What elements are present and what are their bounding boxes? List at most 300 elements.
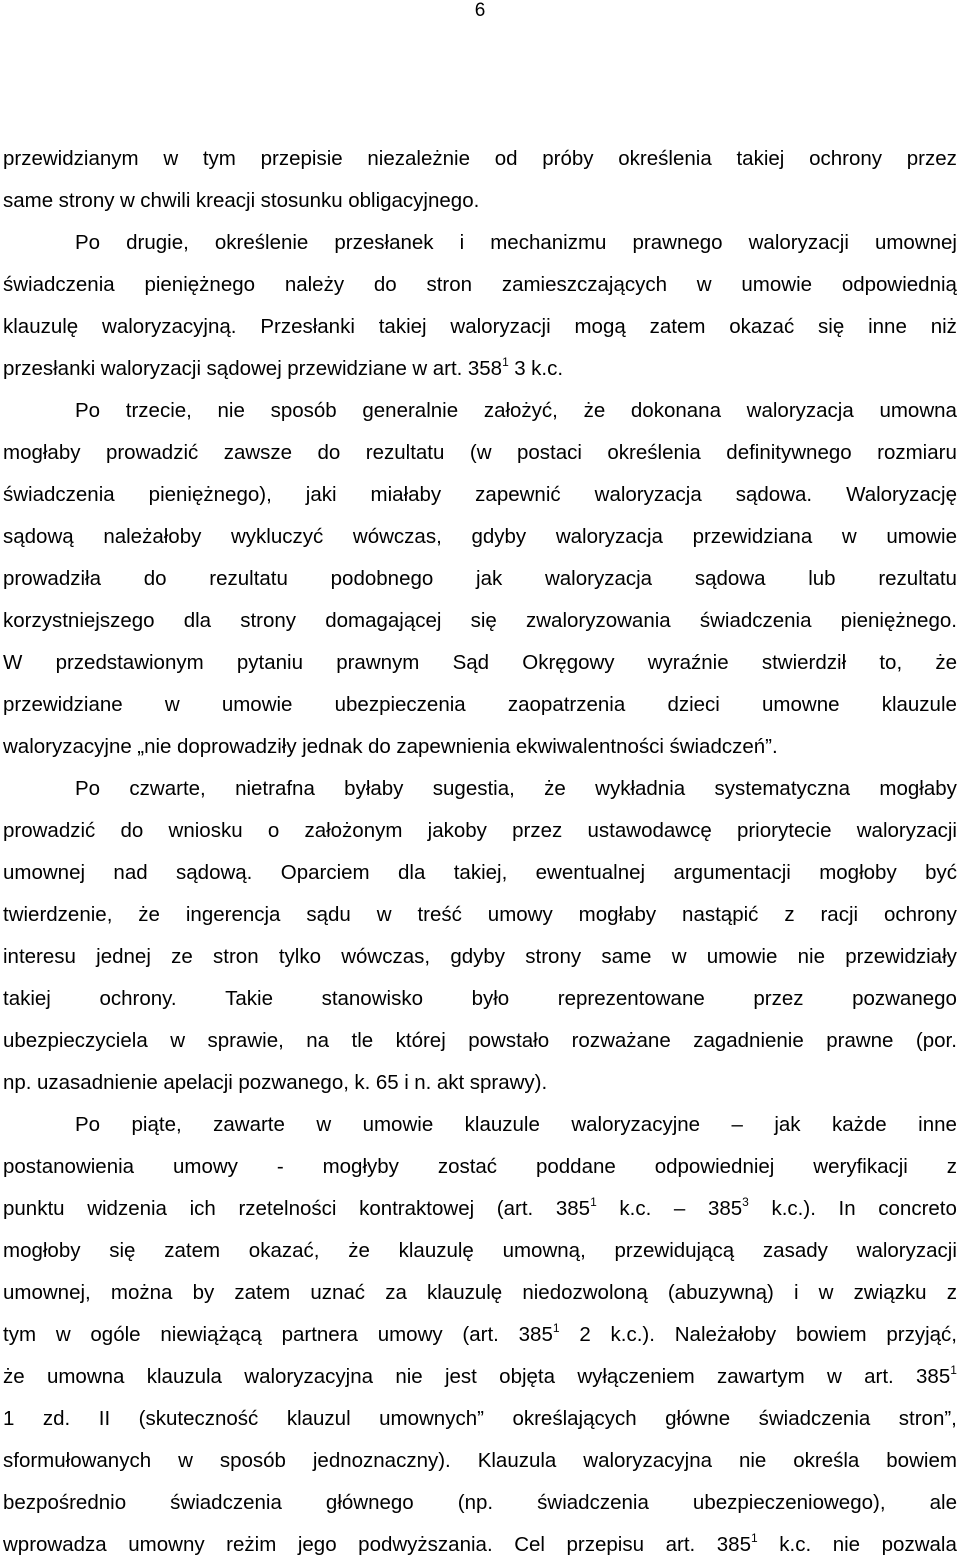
word: Przesłanki (260, 315, 355, 338)
word: główne (665, 1407, 731, 1430)
word: być (925, 861, 957, 884)
word: Sąd (452, 651, 490, 674)
word: przewidzianym (3, 147, 139, 170)
word: waloryzacyjne (3, 735, 132, 758)
word: widzenia (87, 1197, 167, 1220)
text-line (3, 1188, 957, 1230)
word: że (3, 1365, 25, 1388)
word: uzasadnienie (37, 1071, 158, 1094)
text-line (3, 264, 957, 306)
word: do (317, 441, 341, 464)
text-line (3, 348, 957, 390)
word: pozwanego (852, 987, 957, 1010)
word: zwaloryzowania (525, 609, 671, 632)
word: concreto (878, 1197, 957, 1220)
word: byłaby (344, 777, 404, 800)
word: niedozwoloną (522, 1281, 648, 1304)
word: przesłanki (3, 357, 96, 380)
word: art. (432, 357, 463, 380)
word: rezultatu (209, 567, 288, 590)
word: klauzulę (426, 1281, 503, 1304)
superscript: 1 (751, 1531, 758, 1545)
word: (por. (915, 1029, 957, 1052)
word: świadczenia (3, 273, 115, 296)
word: zapewnić (475, 483, 561, 506)
word: czwarte, (129, 777, 206, 800)
word: umowna (46, 1365, 125, 1388)
word: waloryzacji (748, 231, 849, 254)
word: $358^1$ (467, 355, 509, 380)
word: przewidziane (287, 357, 407, 380)
word: o (267, 819, 280, 842)
word: zawarte (213, 1113, 285, 1136)
word: generalnie (362, 399, 459, 422)
text-line (3, 1524, 957, 1566)
word: do (368, 735, 391, 758)
word: waloryzacja (746, 399, 854, 422)
word: i (793, 1281, 799, 1304)
word: Należałoby (674, 1323, 777, 1346)
word: prowadziła (3, 567, 101, 590)
word: pieniężnego), (148, 483, 272, 506)
word: rozważane (571, 1029, 671, 1052)
word: ekwiwalentności (515, 735, 664, 758)
word: klauzule (464, 1113, 540, 1136)
word: do (373, 273, 397, 296)
word: uznać (310, 1281, 366, 1304)
word: zatem (234, 1281, 291, 1304)
word: nie (832, 1533, 861, 1556)
word: waloryzacja (555, 525, 663, 548)
word: prowadzić (3, 819, 96, 842)
word: mogłyby (322, 1155, 399, 1178)
text-line (3, 978, 957, 1020)
word: że (138, 903, 160, 926)
word: przedstawionym (55, 651, 204, 674)
word: poddane (535, 1155, 616, 1178)
word: z (784, 903, 795, 926)
word: sformułowanych (3, 1449, 152, 1472)
word: postanowienia (3, 1155, 135, 1178)
word: chwili (140, 189, 191, 212)
word: zawartym (716, 1365, 805, 1388)
superscript: 1 (590, 1195, 597, 1209)
word: postaci (516, 441, 582, 464)
superscript: 1 (950, 1363, 957, 1377)
word: Oparciem (280, 861, 370, 884)
word: założonym (304, 819, 403, 842)
word: k.c. (779, 1533, 812, 1556)
text-line (3, 138, 957, 180)
word: takiej, (453, 861, 508, 884)
word: było (471, 987, 510, 1010)
word: Po (75, 399, 101, 422)
word: umowie (706, 945, 778, 968)
word: przewidziane (3, 693, 123, 716)
word: zawsze (223, 441, 293, 464)
word: Po (75, 231, 101, 254)
word: że (544, 777, 566, 800)
word: świadczenia (699, 609, 812, 632)
word: 1 (3, 1407, 15, 1430)
word: jak (774, 1113, 801, 1136)
word: zagadnienie (693, 1029, 804, 1052)
word: drugie, (126, 231, 189, 254)
word: należałoby (103, 525, 202, 548)
word: waloryzacji (450, 315, 551, 338)
word: k.c. (619, 1197, 652, 1220)
word: za (385, 1281, 407, 1304)
word: okazać, (248, 1239, 320, 1262)
word: nie (395, 1365, 423, 1388)
word: jak (476, 567, 503, 590)
word: ubezpieczenia (334, 693, 466, 716)
word: In (838, 1197, 856, 1220)
word: tym (3, 1323, 37, 1346)
word: w (827, 1365, 842, 1388)
word: (np. (457, 1491, 494, 1514)
word: umowie (221, 693, 293, 716)
word: strony (58, 189, 115, 212)
word: waloryzacyjna (244, 1365, 374, 1388)
word: $385^1$ (555, 1195, 597, 1220)
word: systematyczna (714, 777, 851, 800)
word: mechanizmu (490, 231, 607, 254)
word: przepisie (260, 147, 343, 170)
word: dokonana (630, 399, 721, 422)
word: określenie (214, 231, 309, 254)
word: świadczenia (170, 1491, 282, 1514)
word: nie (217, 399, 245, 422)
word: pozwala (881, 1533, 957, 1556)
word: zd. (42, 1407, 71, 1430)
word: pytaniu (236, 651, 303, 674)
word: umowna (879, 399, 957, 422)
text-line (3, 600, 957, 642)
word: wykładnia (595, 777, 686, 800)
word: umownej, (3, 1281, 91, 1304)
text-line (3, 306, 957, 348)
word: tle (351, 1029, 374, 1052)
word: k.c.). (610, 1323, 655, 1346)
word: k.c. (531, 357, 564, 380)
text-line (3, 432, 957, 474)
word: na (306, 1029, 330, 1052)
word: w (376, 903, 392, 926)
word: zapewnienia (396, 735, 511, 758)
word: zasady (762, 1239, 828, 1262)
text-line (3, 558, 957, 600)
word: bowiem (886, 1449, 957, 1472)
word: klauzul (286, 1407, 351, 1430)
word: ogóle (90, 1323, 141, 1346)
word: której (395, 1029, 446, 1052)
word: wprowadza (3, 1533, 107, 1556)
word: Takie (225, 987, 273, 1010)
word: do (120, 819, 144, 842)
word: same (601, 945, 652, 968)
word: klauzulę (398, 1239, 474, 1262)
word: się (109, 1239, 136, 1262)
word: rezultatu (878, 567, 957, 590)
word: stron (426, 273, 473, 296)
superscript: 1 (502, 355, 509, 369)
word: każde (832, 1113, 887, 1136)
text-line (3, 852, 957, 894)
word: pozwanego, (238, 1071, 349, 1094)
word: dla (183, 609, 212, 632)
word: przewidującą (614, 1239, 735, 1262)
text-line (3, 1440, 957, 1482)
word: inne (918, 1113, 957, 1136)
word: prowadzić (105, 441, 199, 464)
word: powstało (468, 1029, 550, 1052)
word: zamieszczających (501, 273, 668, 296)
word: w (818, 1281, 834, 1304)
word: np. (3, 1071, 32, 1094)
word: umowy (377, 1323, 443, 1346)
word: waloryzacja (544, 567, 653, 590)
word: waloryzacja (594, 483, 702, 506)
word: że (583, 399, 606, 422)
word: umownej (874, 231, 957, 254)
word: W (3, 651, 23, 674)
word: nietrafna (235, 777, 315, 800)
word: sądową. (176, 861, 253, 884)
word: wykluczyć (231, 525, 324, 548)
word: reprezentowane (557, 987, 705, 1010)
word: interesu (3, 945, 76, 968)
word: n. (414, 1071, 432, 1094)
word: jednak (302, 735, 363, 758)
word: umowne (762, 693, 840, 716)
word: domagającej (325, 609, 442, 632)
word: kreacji (195, 189, 256, 212)
word: Po (75, 777, 101, 800)
word: – (731, 1113, 743, 1136)
word: weryfikacji (813, 1155, 908, 1178)
word: inne (868, 315, 907, 338)
word: podobnego (330, 567, 434, 590)
word: można (110, 1281, 173, 1304)
word: i (404, 1071, 409, 1094)
word: określających (512, 1407, 637, 1430)
word: partnera (281, 1323, 358, 1346)
word: jaki (305, 483, 337, 506)
word: w (412, 357, 428, 380)
word: stron (213, 945, 259, 968)
word: sądu (306, 903, 351, 926)
superscript: 3 (742, 1195, 749, 1209)
word: strony (525, 945, 582, 968)
text-line (3, 936, 957, 978)
word: k.c.). (771, 1197, 816, 1220)
word: ich (189, 1197, 216, 1220)
word: określenia (618, 147, 712, 170)
word: ingerencja (185, 903, 281, 926)
word: określa (793, 1449, 860, 1472)
word: ewentualnej (535, 861, 646, 884)
word: niezależnie (367, 147, 470, 170)
word: gdyby (450, 945, 506, 968)
word: rezultatu (365, 441, 445, 464)
word: nad (113, 861, 148, 884)
word: odpowiednią (841, 273, 957, 296)
word: stosunku (260, 189, 343, 212)
word: przepisu (566, 1533, 645, 1556)
word: $385^1$ (518, 1321, 560, 1346)
word: pieniężnego (144, 273, 256, 296)
word: umowy (172, 1155, 238, 1178)
word: art. (665, 1533, 696, 1556)
word: wówczas, (341, 945, 431, 968)
word: (abuzywną) (667, 1281, 774, 1304)
word: mogłaby (578, 903, 657, 926)
word: (art. (462, 1323, 499, 1346)
word: że (935, 651, 957, 674)
word: Cel (514, 1533, 545, 1556)
word: strony (240, 609, 297, 632)
word: waloryzacji (856, 1239, 957, 1262)
word: waloryzacji (856, 819, 957, 842)
word: wniosku (168, 819, 243, 842)
word: Klauzula (477, 1449, 557, 1472)
word: „nie (137, 735, 172, 758)
word: argumentacji (673, 861, 791, 884)
word: treść (417, 903, 462, 926)
word: należy (284, 273, 345, 296)
word: przesłanek (334, 231, 434, 254)
word: kontraktowej (359, 1197, 475, 1220)
word: w (164, 693, 180, 716)
word: w (841, 525, 857, 548)
word: sądowa. (735, 483, 813, 506)
word: bowiem (795, 1323, 867, 1346)
word: przewidziana (692, 525, 813, 548)
text-line (3, 390, 957, 432)
word: ale (929, 1491, 957, 1514)
word: mogą (574, 315, 626, 338)
word: 65 (375, 1071, 399, 1094)
word: – (673, 1197, 686, 1220)
word: w (119, 189, 135, 212)
word: waloryzacyjną. (102, 315, 237, 338)
word: mogłaby (3, 441, 81, 464)
word: umowny (128, 1533, 205, 1556)
word: bezpośrednio (3, 1491, 127, 1514)
word: w (163, 147, 179, 170)
page-number: 6 (474, 0, 486, 21)
word: umowie (886, 525, 957, 548)
word: świadczenia (3, 483, 115, 506)
word: przez (906, 147, 957, 170)
word: przewidziały (845, 945, 957, 968)
word: jego (297, 1533, 337, 1556)
word: takiej (736, 147, 785, 170)
word: miałaby (370, 483, 442, 506)
text-line (3, 726, 957, 768)
word: akt (436, 1071, 465, 1094)
word: twierdzenie, (3, 903, 113, 926)
text-line (3, 810, 957, 852)
word: mogłaby (879, 777, 957, 800)
word: sugestia, (432, 777, 515, 800)
word: podwyższania. (358, 1533, 493, 1556)
word: umowną, (502, 1239, 586, 1262)
word: mogłoby (3, 1239, 81, 1262)
word: tym (202, 147, 236, 170)
word: głównego (325, 1491, 414, 1514)
word: z (946, 1155, 957, 1178)
word: sposób (270, 399, 337, 422)
text-line (3, 474, 957, 516)
text-line (3, 1104, 957, 1146)
word: w (696, 273, 712, 296)
word: takiej (3, 987, 51, 1010)
word: jednej (96, 945, 151, 968)
text-line (3, 1062, 957, 1104)
word: (w (469, 441, 492, 464)
word: (art. (496, 1197, 534, 1220)
word: jednoznaczny). (312, 1449, 451, 1472)
word: umowy (487, 903, 553, 926)
text-line (3, 1146, 957, 1188)
word: sądową (3, 525, 74, 548)
word: ochrony (883, 903, 957, 926)
word: $385^1$ (716, 1531, 758, 1556)
word: wówczas, (352, 525, 442, 548)
word: w (55, 1323, 71, 1346)
word: niewiążącą (160, 1323, 262, 1346)
word: reżim (226, 1533, 277, 1556)
word: ubezpieczeniowego), (692, 1491, 886, 1514)
word: punktu (3, 1197, 65, 1220)
word: prawne (826, 1029, 894, 1052)
word: określenia (607, 441, 701, 464)
word: to, (879, 651, 903, 674)
word: pieniężnego. (840, 609, 957, 632)
text-line (3, 1314, 957, 1356)
word: nie (797, 945, 825, 968)
word: w (671, 945, 687, 968)
word: rzetelności (238, 1197, 337, 1220)
word: ustawodawcę (587, 819, 712, 842)
word: takiej (378, 315, 427, 338)
word: zatem (164, 1239, 221, 1262)
word: 3 (514, 357, 526, 380)
word: się (470, 609, 497, 632)
word: rozmiaru (877, 441, 957, 464)
word: racji (820, 903, 859, 926)
word: w (316, 1113, 332, 1136)
word: dzieci (667, 693, 720, 716)
word: jest (444, 1365, 477, 1388)
word: - (276, 1155, 284, 1178)
word: umownych” (379, 1407, 484, 1430)
word: sądowej (206, 357, 282, 380)
word: odpowiedniej (654, 1155, 775, 1178)
word: przez (753, 987, 804, 1010)
text-line (3, 894, 957, 936)
word: tylko (278, 945, 321, 968)
word: Waloryzację (846, 483, 957, 506)
word: sposób (219, 1449, 286, 1472)
word: 2 (579, 1323, 591, 1346)
text-line (3, 684, 957, 726)
word: definitywnego (726, 441, 852, 464)
word: ze (171, 945, 193, 968)
word: doprowadziły (176, 735, 297, 758)
